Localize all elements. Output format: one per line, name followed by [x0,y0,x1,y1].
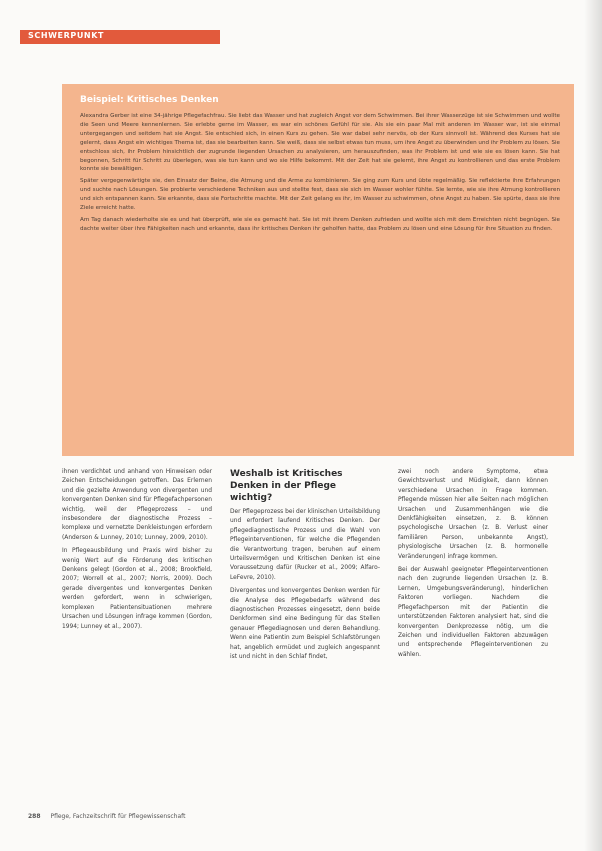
body-paragraph: Der Pflegeprozess bei der klinischen Urteilsbildung und erfordert laufend Kritisches Denken. Der pflegediagnostische Prozess und die Wahl von Pflegeinterventionen, für welche die Pflegenden die Verantwortung tragen, beruhen auf einem Urteilsvermögen und Kritischen Denken ist eine Voraussetzung dafür (Rucker et al., 2009; Alfaro-LeFevre, 2010). [230,509,380,581]
body-paragraph: Bei der Auswahl geeigneter Pflegeinterventionen nach den zugrunde liegenden Ursachen (z. B. Lernen, Umgebungsveränderung), hinderlichen Faktoren vorliegen. Nachdem die Pflegefachperson mit der Patientin die unterstützenden Faktoren analysiert hat, sind die konvergenten Denkprozesse nötig, um die Zeichen und individuellen Faktoren abzuwägen und entsprechende Pflegeinterventionen zu wählen. [398,567,548,658]
example-paragraph: Am Tag danach wiederholte sie es und hat überprüft, wie sie es gemacht hat. Sie ist mit ihrem Denken zufrieden und wollte sich mit dem Erreichten nicht begnügen. Sie dachte weiter über ihre Fähigkeiten nach und erkannte, dass ihr kritisches Denken ihr geholfen hatte, das Problem zu lösen und eine Lösung für ihre Situation zu finden. [80,216,560,232]
text-column-2 [230,468,380,667]
example-paragraph: Alexandra Gerber ist eine 34-jährige Pflegefachfrau. Sie liebt das Wasser und hat zugleich Angst vor dem Schwimmen. Bei ihrer Wasserzüge ist sie Schwimmen und wollte die Seen und Meere kennenlernen. Sie erlebte gerne im Wasser, es war ein schönes Gefühl für sie. Als sie ein paar Mal mit anderen im Wasser war, ist sie einmal untergegangen und seitdem hat sie Angst. Sie entschied sich, in einen Kurs zu gehen. Sie war dabei sehr nervös, ob der Kurs sinnvoll ist. Während des Kurses hat sie gelernt, dass Angst ein wichtiges Thema ist, das sie bearbeiten kann. Sie weiß, dass sie selbst etwas tun muss, um ihre Angst zu überwinden und ihr Problem zu lösen. Sie entschloss sich, ihr Problem hinsichtlich der zugrunde liegenden Ursachen zu analysieren, um herauszufinden, was ihr Problem ist und wie sie es lösen kann. Sie hat begonnen, Schritt für Schritt zu überlegen, was sie tun kann und wo sie Hilfe bekommt. Mit der Zeit hat sie gelernt, ihre Angst zu kontrollieren und das erste Problem konnte sie bewältigen. [80,113,560,173]
section-heading: Weshalb ist Kritisches Denken in der Pflege wichtig? [230,469,343,503]
body-paragraph: Divergentes und konvergentes Denken werden für die Analyse des Pflegebedarfs während des diagnostischen Prozesses eingesetzt, denn beide Denkformen sind eine Bedingung für das Stellen genauer Pflegediagnosen und deren Behandlung. Wenn eine Patientin zum Beispiel Schlafstörungen hat, angeblich ermüdet und zugleich angespannt ist und nicht in den Schlaf findet, [230,588,380,661]
example-box-body [80,112,560,237]
page-footer [28,813,186,820]
scan-edge-shadow [584,0,602,851]
example-paragraph: Später vergegenwärtigte sie, den Einsatz der Beine, die Atmung und die Arme zu kombinieren. Sie ging zum Kurs und übte regelmäßig. Sie reflektierte ihre Erfahrungen und suchte nach Lösungen. Sie probierte verschiedene Techniken aus und stellte fest, dass sie sich im Wasser wohler fühlte. Sie lernte, wie sie ihre Atmung kontrollieren und sich entspannen kann. Sie erkannte, dass sie Fortschritte machte. Mit der Zeit gelang es ihr, im Wasser zu schwimmen, ohne Angst zu haben. Sie spürte, dass sie ihre Ziele erreicht hatte. [80,178,560,212]
example-box-title: Beispiel: Kritisches Denken [80,95,219,105]
body-paragraph: zwei noch andere Symptome, etwa Gewichtsverlust und Müdigkeit, dann können verschiedene Ursachen in Frage kommen. Pflegende müssen hier alle Seiten nach möglichen Ursachen und Zusammenhängen wie die Denkfähigkeiten einsetzen, z. B. können psychologische Ursachen (z. B. Verlust einer familiären Person, unbekannte Angst), physiologische Ursachen (z. B. hormonelle Veränderungen) infrage kommen. [398,469,548,560]
body-paragraph: ihnen verdichtet und anhand von Hinweisen oder Zeichen Entscheidungen getroffen. Das Erlernen und die gezielte Anwendung von divergenten und konvergenten Denken sind für Pflegefachpersonen wichtig, weil der Pflegeprozess – und insbesondere der diagnostische Prozess – komplexe und vernetzte Denkleistungen erfordern (Anderson & Lunney, 2010; Lunney, 2009, 2010). [62,469,212,541]
journal-citation: Pflege, Fachzeitschrift für Pflegewissenschaft [50,813,186,820]
page-number: 288 [28,813,41,820]
body-paragraph: In Pflegeausbildung und Praxis wird bisher zu wenig Wert auf die Förderung des kritischen Denkens gelegt (Gordon et al., 2008; Brookfield, 2007; Worrell et al., 2007; Norris, 2009). Doch gerade divergentes und konvergentes Denken werden gefordert, wenn in schwierigen, komplexen Patientensituationen mehrere Ursachen und Lösungen infrage kommen (Gordon, 1994; Lunney et al., 2007). [62,548,212,630]
text-column-1 [62,468,212,636]
text-column-3 [398,468,548,664]
section-label: SCHWERPUNKT [28,31,105,40]
